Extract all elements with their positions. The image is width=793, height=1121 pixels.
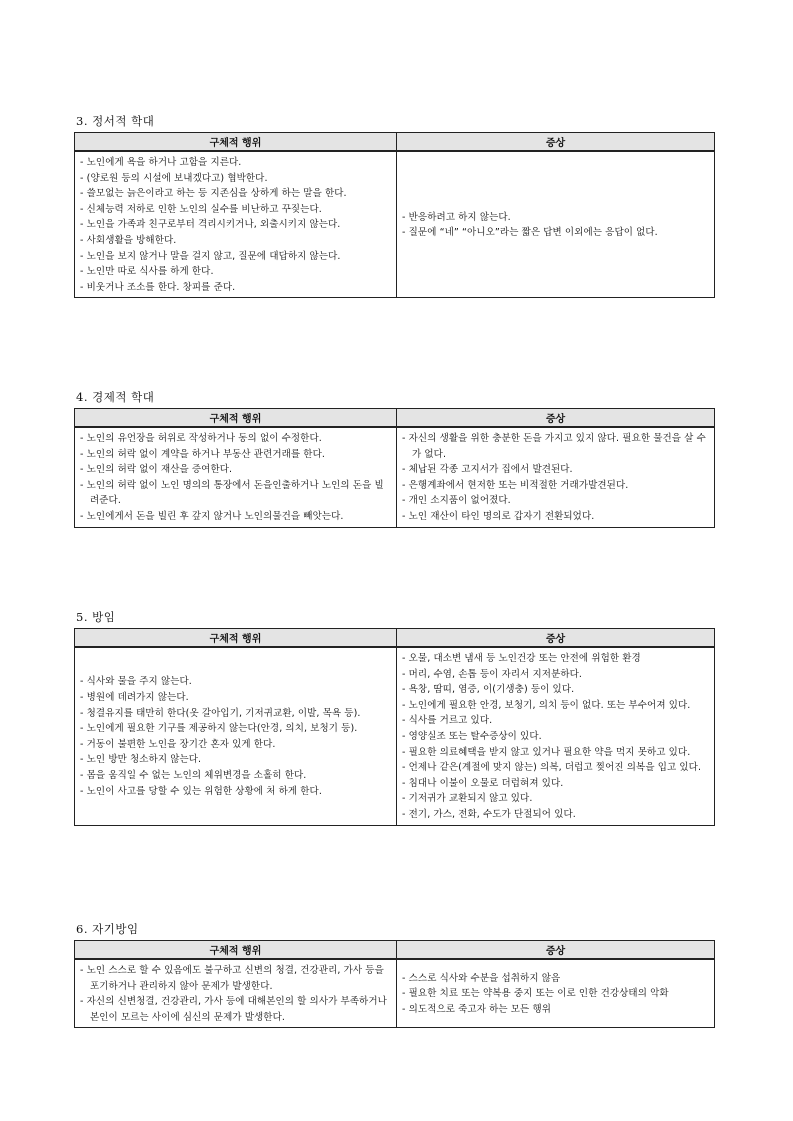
behavior-item: - 노인의 허락 없이 노인 명의의 통장에서 돈을인출하거나 노인의 돈을 빌려준다.	[80, 479, 384, 507]
behavior-item: - 노인을 보지 않거나 말을 걸지 않고, 질문에 대답하지 않는다.	[80, 250, 341, 262]
behavior-item: - 노인만 따로 식사를 하게 한다.	[80, 266, 214, 278]
symptom-item: - 의도적으로 죽고자 하는 모든 행위	[402, 1003, 552, 1015]
section-emotional-abuse	[74, 112, 714, 298]
behavior-item: - 비웃거나 조소를 한다. 창피를 준다.	[80, 281, 236, 293]
section-title: 6. 자기방임	[76, 922, 139, 936]
behavior-cell	[75, 151, 397, 298]
symptom-item: - 질문에 “네” “아니오”라는 짧은 답변 이외에는 응답이 없다.	[402, 227, 658, 239]
behavior-cell	[75, 647, 397, 825]
behavior-item: - 신체능력 저하로 인한 노인의 실수를 비난하고 꾸짖는다.	[80, 203, 322, 215]
header-symptom: 증상	[397, 629, 715, 648]
symptom-item: - 노인 재산이 타인 명의로 갑자기 전환되었다.	[402, 510, 595, 522]
symptom-item: - 반응하려고 하지 않는다.	[402, 211, 511, 223]
symptom-item: - 기저귀가 교환되지 않고 있다.	[402, 793, 533, 805]
symptom-item: - 스스로 식사와 수분을 섭취하지 않음	[402, 972, 561, 984]
behavior-item: - 노인의 허락 없이 계약을 하거나 부동산 관련거래를 한다.	[80, 448, 325, 460]
header-behavior: 구체적 행위	[75, 941, 397, 960]
behavior-item: - 노인에게 욕을 하거나 고함을 지른다.	[80, 157, 242, 168]
section-self-neglect	[74, 920, 714, 1028]
symptom-cell	[397, 427, 715, 527]
behavior-cell	[75, 427, 397, 527]
symptom-item: - 필요한 치료 또는 약복용 중지 또는 이로 인한 건강상태의 악화	[402, 988, 669, 1000]
behavior-item: - 노인 방만 청소하지 않는다.	[80, 754, 202, 766]
behavior-item: - 몸을 움직일 수 없는 노인의 체위변경을 소홀히 한다.	[80, 769, 307, 781]
behavior-item: - 자신의 신변청결, 건강관리, 가사 등에 대해본인의 할 의사가 부족하거나 본인이 모르는 사이에 심신의 문제가 발생한다.	[80, 996, 387, 1023]
section-financial-abuse	[74, 388, 714, 528]
symptom-item: - 영양실조 또는 탈수증상이 있다.	[402, 730, 542, 742]
behavior-item: - 노인이 사고를 당할 수 있는 위험한 상황에 처 하게 한다.	[80, 785, 322, 797]
symptom-item: - 전기, 가스, 전화, 수도가 단절되어 있다.	[402, 808, 576, 820]
header-symptom: 증상	[397, 941, 715, 960]
symptom-item: - 오물, 대소변 냄새 등 노인건강 또는 안전에 위험한 환경	[402, 653, 641, 664]
symptom-cell	[397, 647, 715, 825]
behavior-item: - 노인에게서 돈을 빌린 후 갚지 않거나 노인의물건을 빼앗는다.	[80, 510, 344, 522]
behavior-item: - 식사와 물을 주지 않는다.	[80, 676, 192, 688]
behavior-item: - 청결유지를 태만히 한다(옷 갈아입기, 기저귀교환, 이발, 목욕 등).	[80, 707, 361, 719]
header-symptom: 증상	[397, 133, 715, 152]
behavior-item: - 노인 스스로 할 수 있음에도 불구하고 신변의 청결, 건강관리, 가사 등을 포기하거나 관리하지 않아 문제가 발생한다.	[80, 965, 384, 992]
behavior-item: - 노인을 가족과 친구로부터 격리시키거나, 외출시키지 않는다.	[80, 219, 341, 231]
abuse-table	[74, 408, 715, 528]
symptom-item: - 필요한 의료혜택을 받지 않고 있거나 필요한 약을 먹지 못하고 있다.	[402, 746, 691, 758]
section-title: 5. 방임	[76, 610, 116, 624]
abuse-table	[74, 628, 715, 826]
symptom-item: - 자신의 생활을 위한 충분한 돈을 가지고 있지 않다. 필요한 물건을 살 수가 없다.	[402, 433, 706, 460]
behavior-item: - 쓸모없는 늙은이라고 하는 등 지존심을 상하게 하는 말을 한다.	[80, 188, 347, 200]
behavior-cell	[75, 959, 397, 1028]
header-behavior: 구체적 행위	[75, 629, 397, 648]
symptom-item: - 식사를 거르고 있다.	[402, 715, 493, 727]
symptom-item: - 개인 소지품이 없어졌다.	[402, 495, 511, 507]
symptom-item: - 침대나 이불이 오물로 더럽혀져 있다.	[402, 777, 564, 789]
symptom-item: - 체납된 각종 고지서가 집에서 발견된다.	[402, 464, 573, 476]
behavior-item: - 병원에 데려가지 않는다.	[80, 691, 189, 703]
behavior-item: - 사회생활을 방해한다.	[80, 234, 177, 246]
behavior-item: - 노인의 허락 없이 재산을 증여한다.	[80, 464, 233, 476]
symptom-cell	[397, 151, 715, 298]
behavior-item: - 거동이 불편한 노인을 장기간 혼자 있게 한다.	[80, 738, 276, 750]
section-title: 3. 정서적 학대	[76, 114, 155, 128]
symptom-item: - 머리, 수염, 손톱 등이 자리서 지저분하다.	[402, 668, 583, 680]
behavior-item: - 노인에게 필요한 기구를 제공하지 않는다(안경, 의치, 보청기 등).	[80, 723, 358, 735]
behavior-item: - 노인의 유언장을 허위로 작성하거나 동의 없이 수정한다.	[80, 433, 322, 444]
behavior-item: - (양로원 등의 시설에 보내겠다고) 협박한다.	[80, 172, 268, 184]
symptom-item: - 노인에게 필요한 안경, 보청기, 의치 등이 없다. 또는 부수어져 있다.	[402, 699, 691, 711]
symptom-item: - 은행계좌에서 현저한 또는 비적절한 거래가발견된다.	[402, 479, 629, 491]
symptom-item: - 언제나 같은(계절에 맞지 않는) 의복, 더럽고 찢어진 의복을 입고 있다.	[402, 762, 702, 774]
symptom-item: - 욕창, 땀띠, 염증, 이(기생충) 등이 있다.	[402, 684, 575, 696]
section-title: 4. 경제적 학대	[76, 390, 155, 404]
header-behavior: 구체적 행위	[75, 409, 397, 428]
header-behavior: 구체적 행위	[75, 133, 397, 152]
header-symptom: 증상	[397, 409, 715, 428]
section-neglect	[74, 608, 714, 826]
symptom-cell	[397, 959, 715, 1028]
abuse-table	[74, 132, 715, 298]
abuse-table	[74, 940, 715, 1028]
